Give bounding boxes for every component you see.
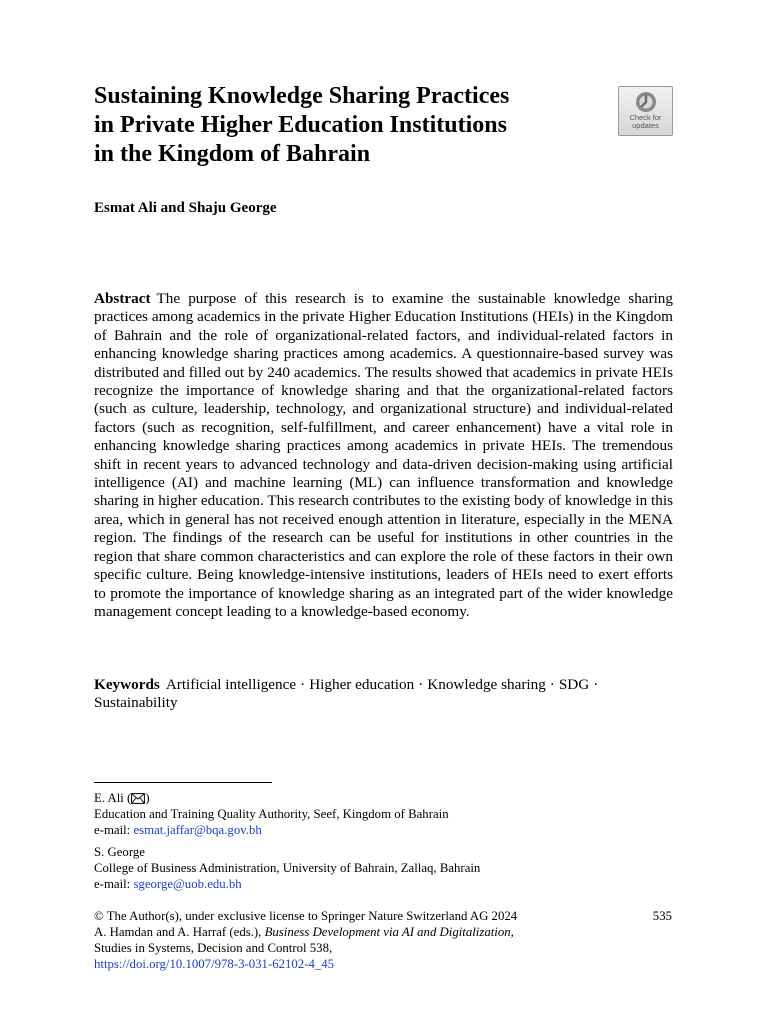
keywords-heading: Keywords	[94, 676, 160, 693]
title-line-3: in the Kingdom of Bahrain	[94, 141, 371, 167]
keyword-item: SDG	[558, 676, 590, 693]
email-line: e-mail: esmat.jaffar@bqa.gov.bh	[94, 823, 262, 837]
badge-label-1: Check for	[629, 113, 662, 122]
paper-title	[94, 82, 604, 169]
keywords	[94, 676, 673, 713]
keyword-separator: ·	[418, 676, 424, 693]
envelope-icon	[131, 793, 145, 804]
email-link[interactable]: sgeorge@uob.edu.bh	[133, 877, 242, 891]
doi-link[interactable]: https://doi.org/10.1007/978-3-031-62102-4_45	[94, 957, 335, 971]
check-for-updates-badge[interactable]	[618, 86, 673, 136]
check-for-updates-icon	[633, 90, 659, 114]
abstract	[94, 290, 673, 621]
institution: College of Business Administration, University of Bahrain, Zallaq, Bahrain	[94, 861, 481, 875]
abstract-heading: Abstract	[94, 290, 151, 307]
author-list: Esmat Ali and Shaju George	[94, 200, 277, 216]
email-line: e-mail: sgeorge@uob.edu.bh	[94, 877, 242, 891]
book-title: Business Development via AI and Digitalization	[264, 925, 511, 939]
institution: Education and Training Quality Authority, Seef, Kingdom of Bahrain	[94, 807, 449, 821]
citation-line: A. Hamdan and A. Harraf (eds.), Business Development via AI and Digitalization,	[94, 925, 514, 939]
keyword-item: Sustainability	[94, 694, 178, 712]
keyword-item: Higher education	[309, 676, 415, 693]
series-line: Studies in Systems, Decision and Control 538,	[94, 941, 333, 955]
badge-label-2: updates	[632, 121, 659, 130]
author-name-line: E. Ali ( )	[94, 791, 150, 805]
copyright-line: © The Author(s), under exclusive license to Springer Nature Switzerland AG 2024	[94, 909, 518, 923]
copyright-block	[94, 908, 673, 972]
affiliation-george	[94, 844, 694, 892]
title-line-2: in Private Higher Education Institutions	[94, 112, 507, 138]
keyword-separator: ·	[593, 676, 599, 693]
author-name-line: S. George	[94, 845, 145, 859]
doi-line	[94, 956, 673, 972]
title-line-1: Sustaining Knowledge Sharing Practices	[94, 83, 510, 109]
abstract-text: The purpose of this research is to examine the sustainable knowledge sharing practices among academics in the private Higher Education Institutions (HEIs) in the Kingdom of Bahrain and the role of organizational-related factors, and individual-related factors in enhancing knowledge sharing practices among academics. A questionnaire-based survey was distributed and filled out by 240 academics. The results showed that academics in private HEIs recognize the importance of knowledge sharing and that the organizational-related factors (such as culture, leadership, technology, and organizational structure) and individual-related factors (such as recognition, self-fulfillment, and career enhancement) have a vital role in enhancing knowledge sharing practices among academics in private HEIs. The tremendous shift in recent years to advanced technology and data-driven decision-making using artificial intelligence (AI) and machine learning (ML) can influence transformation and knowledge sharing in higher education. This research contributes to the existing body of knowledge in this area, which in general has not received enough attention in literature, especially in the MENA region. The findings of the research can be useful for institutions in other countries in the region that share common characteristics and can explore the role of these factors in their own specific culture. Being knowledge-intensive institutions, leaders of HEIs need to exert efforts to promote the importance of knowledge sharing as an integrated part of the wider knowledge management concept leading to a knowledge-based economy.	[94, 290, 673, 620]
keyword-separator: ·	[549, 676, 555, 693]
email-link[interactable]: esmat.jaffar@bqa.gov.bh	[133, 823, 262, 837]
footnote-divider	[94, 782, 272, 783]
keyword-item: Knowledge sharing	[427, 676, 546, 693]
affiliation-ali	[94, 790, 694, 838]
keyword-item: Artificial intelligence	[165, 676, 297, 693]
keyword-separator: ·	[300, 676, 306, 693]
page-number: 535	[652, 909, 672, 923]
